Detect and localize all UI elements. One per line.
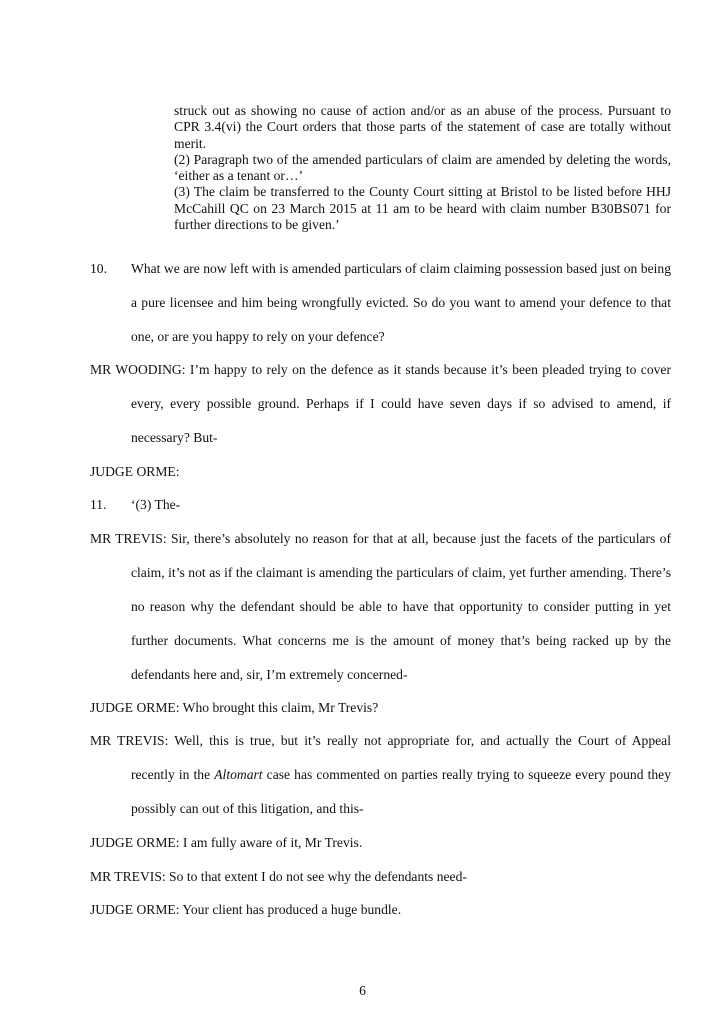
paragraph-text: ‘(3) The- <box>131 497 181 512</box>
speech-mr-trevis-3 <box>90 860 671 894</box>
quoted-order <box>174 103 671 233</box>
speech-text: JUDGE ORME: Your client has produced a huge bundle. <box>90 902 402 917</box>
speech-judge-orme-4 <box>90 893 671 927</box>
case-name: Altomart <box>214 766 263 782</box>
speech-text: MR TREVIS: Sir, there’s absolutely no reason for that at all, because just the facets of the particulars of claim, it’s not as if the claimant is amending the particulars of claim, yet further amending. There’s no reason why the defendant should be able to have that opportunity to consider putting in yet further documents. What concerns me is the amount of money that’s being racked up by the defendants here and, sir, I’m extremely concerned- <box>90 531 671 682</box>
speech-text: MR TREVIS: So to that extent I do not see why the defendants need- <box>90 869 467 884</box>
speech-mr-trevis-1 <box>90 522 671 692</box>
speech-text: MR WOODING: I’m happy to rely on the defence as it stands because it’s been pleaded trying to cover every, every possible ground. Perhaps if I could have seven days if so advised to amend, if necessary? But- <box>90 362 671 445</box>
quoted-order-item-2: (2) Paragraph two of the amended particulars of claim are amended by deleting the words, ‘either as a tenant or…’ <box>174 151 671 184</box>
speech-judge-orme-2 <box>90 691 671 725</box>
page-number: 6 <box>359 983 366 998</box>
speech-judge-orme-heading <box>90 455 671 489</box>
paragraph-10 <box>90 252 671 354</box>
quoted-order-line: struck out as showing no cause of action and/or as an abuse of the process. Pursuant to CPR 3.4(vi) the Court orders that those parts of the statement of case are totally without merit. <box>174 103 671 151</box>
speech-judge-orme-3 <box>90 826 671 860</box>
quoted-order-item-3: (3) The claim be transferred to the County Court sitting at Bristol to be listed before HHJ McCahill QC on 23 March 2015 at 11 am to be heard with claim number B30BS071 for further directions to be given.’ <box>174 184 671 233</box>
speech-mr-wooding <box>90 353 671 455</box>
paragraph-text: What we are now left with is amended particulars of claim claiming possession based just on being a pure licensee and him being wrongfully evicted. So do you want to amend your defence to that one, or are you happy to rely on your defence? <box>131 261 671 344</box>
speech-text: JUDGE ORME: <box>90 464 180 479</box>
paragraph-number: 10. <box>90 261 107 276</box>
paragraph-number: 11. <box>90 497 107 512</box>
speech-text: JUDGE ORME: Who brought this claim, Mr Trevis? <box>90 700 379 715</box>
speech-text: MR TREVIS: Well, this is true, but it’s really not appropriate for, and actually the Court of Appeal recently in the <box>90 733 671 782</box>
paragraph-11 <box>90 488 671 522</box>
speech-text: JUDGE ORME: I am fully aware of it, Mr Trevis. <box>90 835 363 850</box>
speech-text: case has commented on parties really trying to squeeze every pound they possibly can out of this litigation, and this- <box>131 766 671 816</box>
speech-mr-trevis-2 <box>90 724 671 826</box>
